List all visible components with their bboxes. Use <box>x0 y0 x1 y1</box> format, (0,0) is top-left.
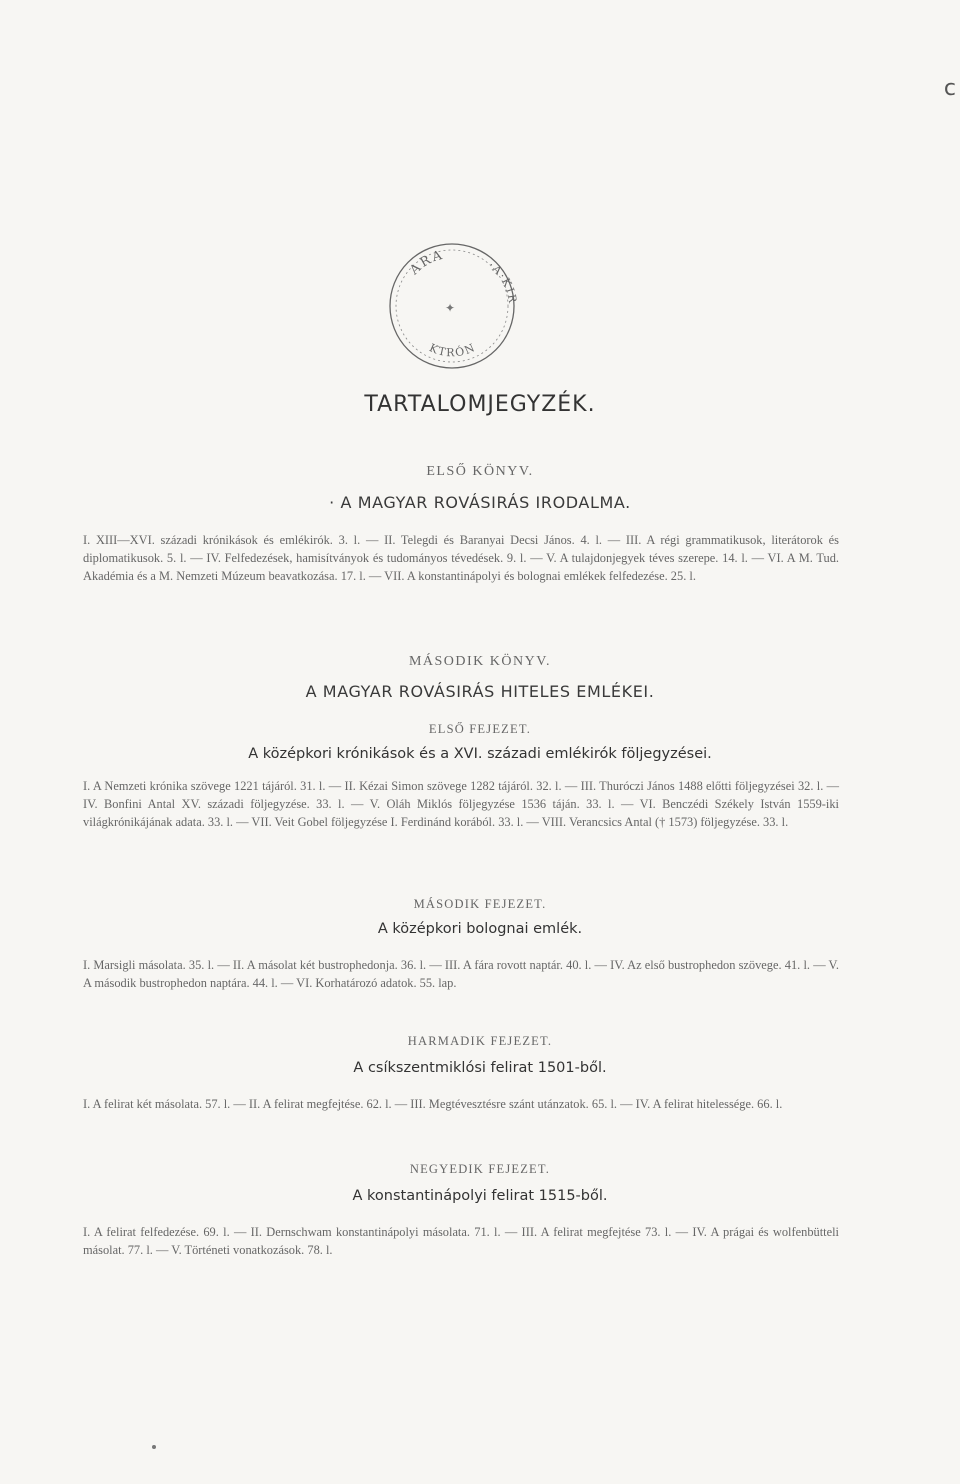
page-edge-mark: c <box>943 76 956 101</box>
chapter-1-title: A középkori krónikások és a XVI. századi emlékirók följegyzései. <box>248 746 712 762</box>
chapter-3-label: HARMADIK FEJEZET. <box>407 1034 553 1048</box>
stamp-right-text: ·A·KIR <box>485 258 520 305</box>
chapter-1-contents: I. A Nemzeti krónika szövege 1221 tájáról. 31. l. — II. Kézai Simon szövege 1282 tájáról. 32. l. — III. Thuróczi János 1488 előtti följegyzései 32. l. — IV. Bonfini Antal XV. századi följegyzése. 33. l. — V. Oláh Miklós följegyzése 1536 táján. 33. l. — VI. Benczédi Székely István 1559-iki világkrónikájának adata. 33. l. — VII. Veit Gobel följegyzése I. Ferdinánd korából. 33. l. — VIII. Verancsics Antal († 1573) följegyzése. 33. l. <box>83 779 839 829</box>
chapter-4-title: A konstantinápolyi felirat 1515-ből. <box>352 1188 608 1204</box>
chapter-2-title: A középkori bolognai emlék. <box>377 921 583 937</box>
chapter-4-label: NEGYEDIK FEJEZET. <box>409 1162 551 1176</box>
svg-text:·A·KIR <box>486 259 519 305</box>
stamp-bottom-text: KTRÓN <box>427 340 478 360</box>
book-1-contents: I. XIII—XVI. századi krónikások és emlékirók. 3. l. — II. Telegdi és Baranyai Decsi János. 4. l. — III. A régi grammatikusok, literátorok és diplomatikusok. 5. l. — IV. Felfedezések, hamisítványok és tudományos tévedések. 9. l. — V. A tulajdonjegyek téves szerepe. 14. l. — VI. A M. Tud. Akadémia és a M. Nemzeti Múzeum beavatkozása. 17. l. — VII. A konstantinápolyi és bolognai emlékek felfedezése. 25. l. <box>83 533 839 583</box>
chapter-4-contents: I. A felirat felfedezése. 69. l. — II. Dernschwam konstantinápolyi másolata. 71. l. — III. A felirat megfejtése 73. l. — IV. A prágai és wolfenbütteli másolat. 77. l. — V. Történeti vonatkozások. 78. l. <box>83 1225 839 1257</box>
chapter-2-label: MÁSODIK FEJEZET. <box>413 897 547 911</box>
ink-speck <box>152 1445 156 1449</box>
book-1-label: ELSŐ KÖNYV. <box>426 464 534 479</box>
chapter-1-label: ELSŐ FEJEZET. <box>428 722 532 736</box>
library-stamp-icon <box>382 236 522 376</box>
chapter-3-contents: I. A felirat két másolata. 57. l. — II. A felirat megfejtése. 62. l. — III. Megtévesztésre szánt utánzatok. 65. l. — IV. A felirat hitelessége. 66. l. <box>83 1097 783 1111</box>
chapter-3-title: A csíkszentmiklósi felirat 1501-ből. <box>353 1060 607 1076</box>
page-title: TARTALOMJEGYZÉK. <box>364 392 596 417</box>
svg-text:ARA <box>406 248 445 279</box>
svg-text:KTRÓN <box>427 341 478 360</box>
book-2-title: A MAGYAR ROVÁSIRÁS HITELES EMLÉKEI. <box>305 682 655 701</box>
book-1-title: · A MAGYAR ROVÁSIRÁS IRODALMA. <box>329 493 631 512</box>
stamp-top-text: ARA <box>407 247 446 279</box>
chapter-2-contents: I. Marsigli másolata. 35. l. — II. A másolat két bustrophedonja. 36. l. — III. A fára rovott naptár. 40. l. — IV. Az első bustrophedon szövege. 41. l. — V. A második bustrophedon naptára. 44. l. — VI. Korhatározó adatok. 55. lap. <box>83 958 839 990</box>
book-2-label: MÁSODIK KÖNYV. <box>408 654 552 669</box>
stamp-star-icon: ✦ <box>444 301 456 315</box>
